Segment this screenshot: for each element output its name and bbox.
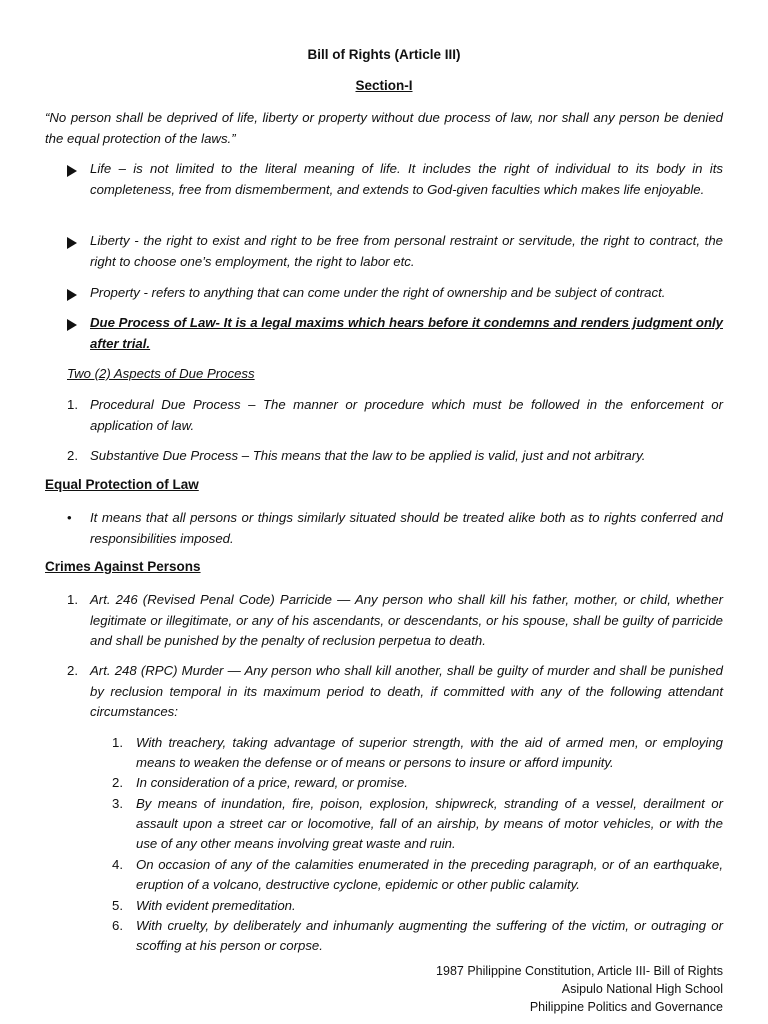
aspects-heading: Two (2) Aspects of Due Process: [67, 366, 255, 381]
bullet-property: Property - refers to anything that can come under the right of ownership and be subject of contract.: [90, 285, 666, 300]
constitution-quote: “No person shall be deprived of life, liberty or property without due process of law, nor shall any person be denied the equal protection of the laws.”: [45, 110, 723, 146]
circumstance-item: By means of inundation, fire, poison, explosion, shipwreck, stranding of a vessel, derailment or assault upon a street car or locomotive, fall of an airship, by means of motor vehicles, or with the use of any other means involving great waste and ruin.: [136, 796, 723, 851]
circumstance-item: With treachery, taking advantage of superior strength, with the aid of armed men, or employing means to weaken the defense or of means or persons to insure or afford impunity.: [136, 735, 723, 770]
bullet-arrow-icon: [67, 315, 81, 329]
circumstance-number: 2.: [112, 775, 123, 790]
aspect-number: 1.: [67, 397, 78, 412]
circumstance-number: 4.: [112, 857, 123, 872]
crime-parricide: Art. 246 (Revised Penal Code) Parricide — Any person who shall kill his father, mother, or child, whether legitimate or illegitimate, or any of his ascendants, or descendants, or his spouse, shall be guilty of parricide and shall be punished by the penalty of reclusion perpetua to death.: [90, 592, 723, 648]
aspect-number: 2.: [67, 448, 78, 463]
bullet-arrow-icon: [67, 285, 81, 299]
aspect-substantive: Substantive Due Process – This means that the law to be applied is valid, just and not arbitrary.: [90, 448, 646, 463]
circumstance-item: With cruelty, by deliberately and inhumanly augmenting the suffering of the victim, or outraging or scoffing at his person or corpse.: [136, 918, 723, 953]
circumstance-number: 3.: [112, 796, 123, 811]
bullet-liberty: Liberty - the right to exist and right to be free from personal restraint or servitude, the right to contract, the right to choose one’s employment, the right to labor etc.: [90, 233, 723, 269]
bullet-arrow-icon: [67, 233, 81, 247]
bullet-life: Life – is not limited to the literal meaning of life. It includes the right of individual to its body in its completeness, free from dismemberment, and extends to God-given faculties which makes life enjoyable.: [90, 161, 723, 197]
circumstance-number: 5.: [112, 898, 123, 913]
equal-protection-heading: Equal Protection of Law: [45, 477, 199, 492]
circumstance-item: In consideration of a price, reward, or promise.: [136, 775, 408, 790]
crime-murder: Art. 248 (RPC) Murder — Any person who shall kill another, shall be guilty of murder and shall be punished by reclusion temporal in its maximum period to death, if committed with any of the following attendant circumstances:: [90, 663, 723, 719]
crime-number: 2.: [67, 663, 78, 678]
circumstance-number: 1.: [112, 735, 123, 750]
section-heading: Section-I: [355, 78, 413, 93]
bullet-dot: •: [67, 510, 72, 525]
document-title: Bill of Rights (Article III): [307, 47, 461, 62]
crimes-heading: Crimes Against Persons: [45, 559, 201, 574]
footer-line: 1987 Philippine Constitution, Article III- Bill of Rights: [436, 964, 723, 978]
footer: [436, 962, 723, 1016]
circumstance-item: With evident premeditation.: [136, 898, 296, 913]
circumstance-number: 6.: [112, 918, 123, 933]
aspect-procedural: Procedural Due Process – The manner or procedure which must be followed in the enforcement or application of law.: [90, 397, 723, 433]
footer-line: Asipulo National High School: [561, 982, 723, 996]
bullet-arrow-icon: [67, 161, 81, 175]
crime-number: 1.: [67, 592, 78, 607]
bullet-due-process: Due Process of Law- It is a legal maxims which hears before it condemns and renders judgment only after trial.: [90, 315, 723, 351]
footer-line: Philippine Politics and Governance: [529, 1000, 723, 1014]
circumstance-item: On occasion of any of the calamities enumerated in the preceding paragraph, or of an earthquake, eruption of a volcano, destructive cyclone, epidemic or other public calamity.: [136, 857, 723, 892]
equal-protection-text: It means that all persons or things similarly situated should be treated alike both as to rights conferred and responsibilities imposed.: [90, 510, 723, 546]
